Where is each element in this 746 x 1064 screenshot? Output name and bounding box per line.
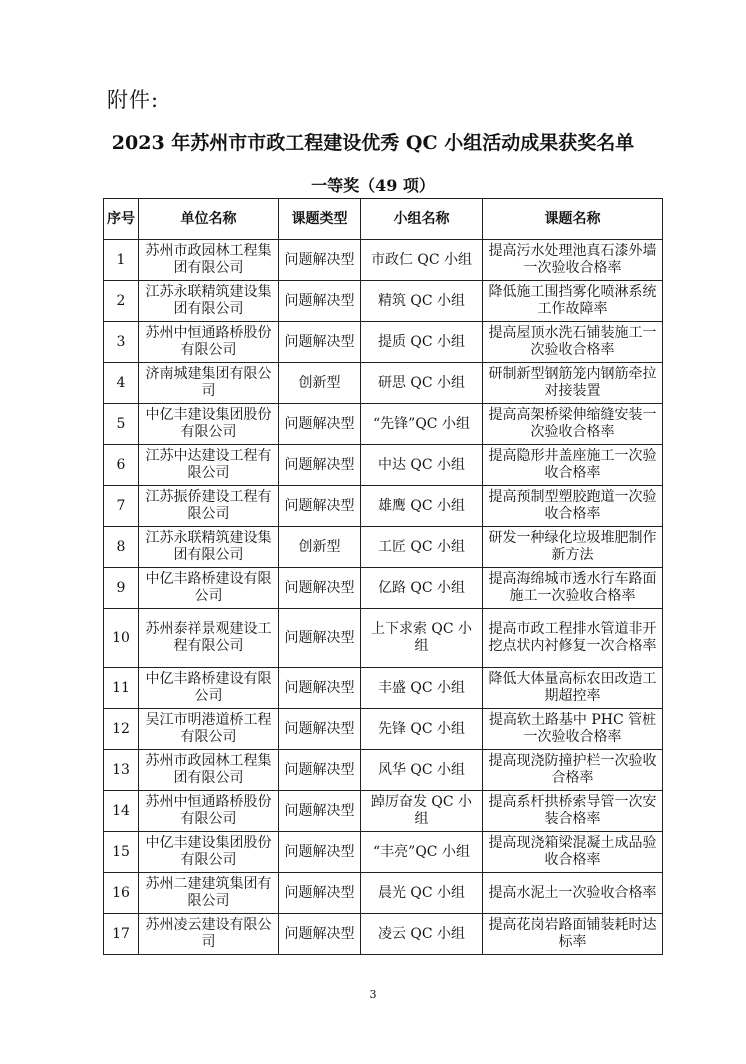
cell-unit: 中亿丰路桥建设有限公司: [139, 668, 279, 709]
cell-unit: 苏州市政园林工程集团有限公司: [139, 240, 279, 281]
document-title: 2023 年苏州市市政工程建设优秀 QC 小组活动成果获奖名单: [111, 132, 635, 154]
cell-topic: 提高现浇箱梁混凝土成品验收合格率: [483, 832, 663, 873]
cell-no: 13: [104, 750, 139, 791]
cell-topic: 降低施工围挡雾化喷淋系统工作故障率: [483, 281, 663, 322]
cell-group: 市政仁 QC 小组: [361, 240, 483, 281]
cell-topic: 研发一种绿化垃圾堆肥制作新方法: [483, 527, 663, 568]
cell-unit: 苏州二建建筑集团有限公司: [139, 873, 279, 914]
cell-unit: 江苏永联精筑建设集团有限公司: [139, 527, 279, 568]
table-row: [104, 914, 663, 955]
cell-no: 9: [104, 568, 139, 609]
table-row: [104, 404, 663, 445]
cell-unit: 中亿丰路桥建设有限公司: [139, 568, 279, 609]
table-header-row: [104, 199, 663, 240]
cell-unit: 吴江市明港道桥工程有限公司: [139, 709, 279, 750]
cell-type: 问题解决型: [279, 832, 361, 873]
cell-no: 7: [104, 486, 139, 527]
cell-unit: 苏州泰祥景观建设工程有限公司: [139, 609, 279, 668]
table-row: [104, 832, 663, 873]
table-row: [104, 791, 663, 832]
cell-topic: 提高现浇防撞护栏一次验收合格率: [483, 750, 663, 791]
cell-no: 6: [104, 445, 139, 486]
table-row: [104, 445, 663, 486]
cell-no: 11: [104, 668, 139, 709]
table-row: [104, 486, 663, 527]
cell-unit: 苏州中恒通路桥股份有限公司: [139, 791, 279, 832]
cell-unit: 济南城建集团有限公司: [139, 363, 279, 404]
header-unit: 单位名称: [139, 199, 279, 240]
cell-topic: 提高污水处理池真石漆外墙一次验收合格率: [483, 240, 663, 281]
header-type: 课题类型: [279, 199, 361, 240]
table-row: [104, 527, 663, 568]
cell-topic: 提高隐形井盖座施工一次验收合格率: [483, 445, 663, 486]
cell-type: 问题解决型: [279, 486, 361, 527]
cell-group: 雄鹰 QC 小组: [361, 486, 483, 527]
cell-group: 工匠 QC 小组: [361, 527, 483, 568]
cell-type: 问题解决型: [279, 750, 361, 791]
cell-unit: 江苏中达建设工程有限公司: [139, 445, 279, 486]
cell-group: 中达 QC 小组: [361, 445, 483, 486]
cell-unit: 中亿丰建设集团股份有限公司: [139, 832, 279, 873]
cell-group: 晨光 QC 小组: [361, 873, 483, 914]
cell-group: 凌云 QC 小组: [361, 914, 483, 955]
cell-topic: 研制新型钢筋笼内钢筋牵拉对接装置: [483, 363, 663, 404]
cell-type: 问题解决型: [279, 791, 361, 832]
table-row: [104, 240, 663, 281]
cell-topic: 提高软土路基中 PHC 管桩一次验收合格率: [483, 709, 663, 750]
cell-topic: 提高市政工程排水管道非开挖点状内衬修复一次合格率: [483, 609, 663, 668]
cell-type: 问题解决型: [279, 404, 361, 445]
cell-type: 问题解决型: [279, 914, 361, 955]
cell-topic: 提高高架桥梁伸缩缝安装一次验收合格率: [483, 404, 663, 445]
cell-unit: 苏州凌云建设有限公司: [139, 914, 279, 955]
cell-no: 3: [104, 322, 139, 363]
table-row: [104, 709, 663, 750]
table-row: [104, 322, 663, 363]
attachment-label: 附件:: [107, 88, 160, 112]
cell-type: 问题解决型: [279, 240, 361, 281]
cell-no: 8: [104, 527, 139, 568]
cell-no: 17: [104, 914, 139, 955]
cell-group: 亿路 QC 小组: [361, 568, 483, 609]
cell-topic: 提高海绵城市透水行车路面施工一次验收合格率: [483, 568, 663, 609]
cell-group: 先锋 QC 小组: [361, 709, 483, 750]
cell-group: 研思 QC 小组: [361, 363, 483, 404]
cell-topic: 提高水泥土一次验收合格率: [483, 873, 663, 914]
cell-group: 风华 QC 小组: [361, 750, 483, 791]
cell-type: 问题解决型: [279, 873, 361, 914]
cell-no: 16: [104, 873, 139, 914]
cell-group: 精筑 QC 小组: [361, 281, 483, 322]
table-row: [104, 668, 663, 709]
cell-group: 丰盛 QC 小组: [361, 668, 483, 709]
cell-type: 问题解决型: [279, 609, 361, 668]
cell-unit: 江苏永联精筑建设集团有限公司: [139, 281, 279, 322]
cell-topic: 降低大体量高标农田改造工期超控率: [483, 668, 663, 709]
cell-group: 提质 QC 小组: [361, 322, 483, 363]
cell-no: 12: [104, 709, 139, 750]
cell-group: “先锋”QC 小组: [361, 404, 483, 445]
cell-no: 5: [104, 404, 139, 445]
award-table: [103, 198, 663, 955]
cell-no: 1: [104, 240, 139, 281]
cell-no: 14: [104, 791, 139, 832]
cell-topic: 提高屋顶水洗石铺装施工一次验收合格率: [483, 322, 663, 363]
cell-type: 创新型: [279, 527, 361, 568]
cell-no: 2: [104, 281, 139, 322]
cell-type: 问题解决型: [279, 709, 361, 750]
header-no: 序号: [104, 199, 139, 240]
cell-topic: 提高预制型塑胶跑道一次验收合格率: [483, 486, 663, 527]
table-row: [104, 568, 663, 609]
table-row: [104, 750, 663, 791]
table-row: [104, 609, 663, 668]
cell-no: 15: [104, 832, 139, 873]
cell-unit: 中亿丰建设集团股份有限公司: [139, 404, 279, 445]
cell-type: 问题解决型: [279, 445, 361, 486]
award-level-heading: 一等奖（49 项）: [311, 176, 435, 195]
cell-type: 创新型: [279, 363, 361, 404]
cell-type: 问题解决型: [279, 568, 361, 609]
cell-no: 10: [104, 609, 139, 668]
cell-group: “丰亮”QC 小组: [361, 832, 483, 873]
table-row: [104, 363, 663, 404]
cell-group: 踔厉奋发 QC 小组: [361, 791, 483, 832]
table-row: [104, 281, 663, 322]
page-number: 3: [369, 988, 377, 1001]
table-row: [104, 873, 663, 914]
cell-unit: 苏州市政园林工程集团有限公司: [139, 750, 279, 791]
cell-type: 问题解决型: [279, 322, 361, 363]
cell-no: 4: [104, 363, 139, 404]
header-group: 小组名称: [361, 199, 483, 240]
cell-topic: 提高系杆拱桥索导管一次安装合格率: [483, 791, 663, 832]
cell-type: 问题解决型: [279, 668, 361, 709]
cell-group: 上下求索 QC 小组: [361, 609, 483, 668]
cell-unit: 江苏振侨建设工程有限公司: [139, 486, 279, 527]
cell-type: 问题解决型: [279, 281, 361, 322]
header-topic: 课题名称: [483, 199, 663, 240]
cell-topic: 提高花岗岩路面铺装耗时达标率: [483, 914, 663, 955]
cell-unit: 苏州中恒通路桥股份有限公司: [139, 322, 279, 363]
